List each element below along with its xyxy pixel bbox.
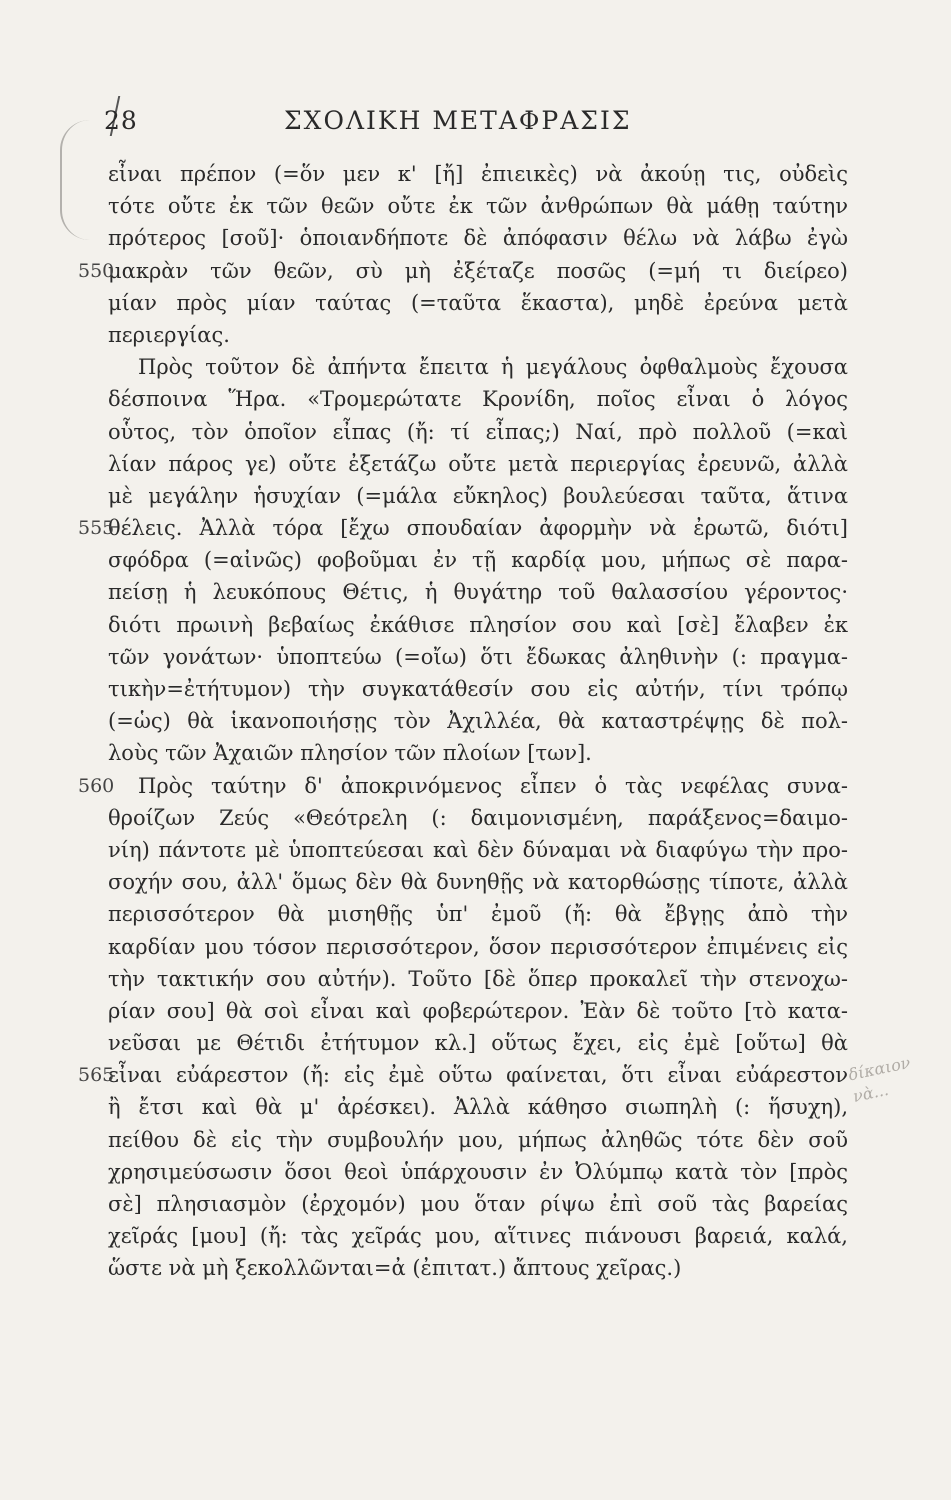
text-line bbox=[78, 576, 848, 608]
line-text: τῶν γονάτων· ὑποπτεύω (=οἴω) ὅτι ἔδωκας ἀληθινὴν (: πραγμα- bbox=[108, 644, 848, 669]
line-text: μίαν πρὸς μίαν ταύτας (=ταῦτα ἕκαστα), μηδὲ ἐρεύνα μετὰ bbox=[108, 290, 848, 315]
text-line bbox=[78, 963, 848, 995]
text-line bbox=[78, 158, 848, 190]
page-number: 28 bbox=[104, 106, 138, 135]
line-text: Πρὸς τοῦτον δὲ ἀπήντα ἔπειτα ἡ μεγάλους ὀφθαλμοὺς ἔχουσα bbox=[138, 355, 848, 380]
line-text: χρησιμεύσωσιν ὅσοι θεοὶ ὑπάρχουσιν ἐν Ὀλύμπῳ κατὰ τὸν [πρὸς bbox=[108, 1159, 848, 1184]
line-text: σοχήν σου, ἀλλ' ὅμως δὲν θὰ δυνηθῇς νὰ κατορθώσῃς τίποτε, ἀλλὰ bbox=[108, 870, 848, 895]
text-line bbox=[78, 222, 848, 254]
text-line bbox=[78, 1252, 848, 1284]
line-text: εἶναι πρέπον (=ὅν μεν κ' [ἤ] ἐπιεικὲς) νὰ ἀκούῃ τις, οὐδεὶς bbox=[108, 162, 848, 186]
line-text: ἢ ἔτσι καὶ θὰ μ' ἀρέσκει). Ἀλλὰ κάθησο σιωπηλὴ (: ἥσυχη), bbox=[108, 1095, 848, 1120]
line-text: λοὺς τῶν Ἀχαιῶν πλησίον τῶν πλοίων [των]. bbox=[108, 741, 592, 766]
line-text: νεῦσαι με Θέτιδι ἐτήτυμον κλ.] οὕτως ἔχει, εἰς ἐμὲ [οὕτω] θὰ bbox=[108, 1031, 848, 1056]
text-line bbox=[78, 834, 848, 866]
text-line bbox=[78, 995, 848, 1027]
text-line bbox=[78, 770, 848, 802]
text-line bbox=[78, 190, 848, 222]
text-line bbox=[78, 705, 848, 737]
text-line bbox=[78, 1156, 848, 1188]
text-line bbox=[78, 255, 848, 287]
line-text: θροίζων Ζεύς «Θεότρελη (: δαιμονισμένη, παράξενος=δαιμο- bbox=[108, 805, 848, 830]
line-text: λίαν πάρος γε) οὔτε ἐξετάζω οὔτε μετὰ περιεργίας ἐρευνῶ, ἀλλὰ bbox=[108, 451, 848, 476]
text-line bbox=[78, 1188, 848, 1220]
text-line bbox=[78, 1027, 848, 1059]
line-text: διότι πρωινὴ βεβαίως ἐκάθισε πλησίον σου καὶ [σὲ] ἔλαβεν ἐκ bbox=[108, 612, 848, 637]
text-line bbox=[78, 737, 848, 769]
verse-line-number: 555 bbox=[78, 517, 115, 540]
text-line bbox=[78, 319, 848, 351]
line-text: Πρὸς ταύτην δ' ἀποκρινόμενος εἶπεν ὁ τὰς νεφέλας συνα- bbox=[138, 773, 848, 798]
text-line bbox=[78, 1059, 848, 1091]
line-text: τικὴν=ἐτήτυμον) τὴν συγκατάθεσίν σου εἰς αὐτήν, τίνι τρόπῳ bbox=[108, 677, 848, 701]
line-text: μακρὰν τῶν θεῶν, σὺ μὴ ἐξέταζε ποσῶς (=μή τι διείρεο) bbox=[108, 258, 848, 283]
text-line bbox=[78, 448, 848, 480]
line-text: χεῖράς [μου] (ἤ: τὰς χεῖράς μου, αἵτινες πιάνουσι βαρειά, καλά, bbox=[108, 1224, 848, 1249]
verse-line-number: 560 bbox=[78, 774, 115, 797]
line-text: πείθου δὲ εἰς τὴν συμβουλήν μου, μήπως ἀληθῶς τότε δὲν σοῦ bbox=[108, 1127, 848, 1152]
text-line bbox=[78, 898, 848, 930]
line-text: περιεργίας. bbox=[108, 322, 230, 347]
line-text: ὥστε νὰ μὴ ξεκολλῶνται=ἀ (ἐπιτατ.) ἄπτους χεῖρας.) bbox=[108, 1256, 682, 1281]
line-text: τὴν τακτικήν σου αὐτήν). Τοῦτο [δὲ ὅπερ προκαλεῖ τὴν στενοχω- bbox=[108, 966, 848, 991]
handwritten-margin-note: δίκαιον νὰ... bbox=[846, 1052, 913, 1106]
line-text: μὲ μεγάλην ἡσυχίαν (=μάλα εὔκηλος) βουλεύεσαι ταῦτα, ἅτινα bbox=[108, 483, 848, 508]
line-text: δέσποινα Ἥρα. «Τρομερώτατε Κρονίδη, ποῖος εἶναι ὁ λόγος bbox=[108, 387, 848, 412]
text-line bbox=[78, 641, 848, 673]
text-line bbox=[78, 383, 848, 415]
line-text: καρδίαν μου τόσον περισσότερον, ὅσον περισσότερον ἐπιμένεις εἰς bbox=[108, 934, 848, 959]
text-line bbox=[78, 802, 848, 834]
verse-line-number: 565 bbox=[78, 1064, 115, 1087]
text-line bbox=[78, 351, 848, 383]
line-text: (=ὡς) θὰ ἱκανοποιήσῃς τὸν Ἀχιλλέα, θὰ καταστρέψῃς δὲ πολ- bbox=[108, 709, 848, 734]
running-title: ΣΧΟΛΙΚΗ ΜΕΤΑΦΡΑΣΙΣ bbox=[284, 106, 632, 135]
text-line bbox=[78, 931, 848, 963]
text-line bbox=[78, 480, 848, 512]
line-text: θέλεις. Ἀλλὰ τόρα [ἔχω σπουδαίαν ἀφορμὴν νὰ ἐρωτῶ, διότι] bbox=[108, 516, 848, 541]
line-text: περισσότερον θὰ μισηθῇς ὑπ' ἐμοῦ (ἤ: θὰ ἔβγῃς ἀπὸ τὴν bbox=[108, 902, 848, 927]
line-text: πείσῃ ἡ λευκόπους Θέτις, ἡ θυγάτηρ τοῦ θαλασσίου γέροντος· bbox=[108, 580, 848, 605]
text-line bbox=[78, 673, 848, 705]
text-line bbox=[78, 287, 848, 319]
line-text: οὗτος, τὸν ὁποῖον εἶπας (ἤ: τί εἶπας;) Ναί, πρὸ πολλοῦ (=καὶ bbox=[108, 419, 848, 444]
page-header bbox=[0, 102, 951, 142]
text-line bbox=[78, 1220, 848, 1252]
line-text: εἶναι εὐάρεστον (ἤ: εἰς ἐμὲ οὕτω φαίνεται, ὅτι εἶναι εὐάρεστον bbox=[108, 1063, 848, 1088]
body-text bbox=[78, 158, 848, 1285]
text-line bbox=[78, 866, 848, 898]
text-line bbox=[78, 544, 848, 576]
line-text: σὲ] πλησιασμὸν (ἐρχομόν) μου ὅταν ρίψω ἐπὶ σοῦ τὰς βαρείας bbox=[108, 1192, 848, 1216]
text-line bbox=[78, 609, 848, 641]
line-text: πρότερος [σοῦ]· ὁποιανδήποτε δὲ ἀπόφασιν θέλω νὰ λάβω ἐγὼ bbox=[108, 226, 848, 251]
verse-line-number: 550 bbox=[78, 259, 115, 282]
text-line bbox=[78, 1124, 848, 1156]
line-text: τότε οὔτε ἐκ τῶν θεῶν οὔτε ἐκ τῶν ἀνθρώπων θὰ μάθῃ ταύτην bbox=[108, 194, 848, 219]
text-line bbox=[78, 1091, 848, 1123]
line-text: νίη) πάντοτε μὲ ὑποπτεύεσαι καὶ δὲν δύναμαι νὰ διαφύγω τὴν προ- bbox=[108, 837, 848, 862]
text-line bbox=[78, 512, 848, 544]
text-line bbox=[78, 416, 848, 448]
line-text: σφόδρα (=αἰνῶς) φοβοῦμαι ἐν τῇ καρδίᾳ μου, μήπως σὲ παρα- bbox=[108, 548, 848, 573]
line-text: ρίαν σου] θὰ σοὶ εἶναι καὶ φοβερώτερον. Ἐὰν δὲ τοῦτο [τὸ κατα- bbox=[108, 998, 848, 1023]
